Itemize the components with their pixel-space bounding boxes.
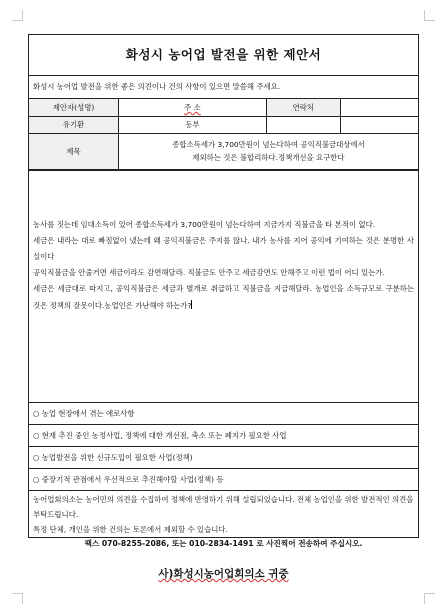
proposer-label: 제안자(성명)	[29, 99, 118, 116]
proposal-body[interactable]	[29, 170, 418, 403]
form-intro: 화성시 농어업 발전을 위한 좋은 의견이나 건의 사항이 있으면 말씀해 주세요.	[29, 76, 418, 99]
subject-line-1: 종합소득세가 3,700만원이 넘는다하여 공익직불금대상에서	[172, 140, 365, 149]
section-new-programs: ○ 농업발전을 위한 신규도입이 필요한 사업(정책)	[29, 447, 418, 469]
subject-value[interactable]	[118, 133, 418, 169]
crop-mark-top-left	[12, 10, 23, 21]
contact-value[interactable]	[340, 99, 418, 116]
recipient-footer: 사)화성시농어업회의소 귀중	[158, 568, 289, 580]
proposal-form	[28, 34, 419, 538]
form-title: 화성시 농어업 발전을 위한 제안서	[29, 35, 418, 76]
section-priority-programs: ○ 중장기적 관점에서 우선적으로 추진해야할 사업(정책) 등	[29, 469, 418, 491]
org-value[interactable]: 동부	[118, 116, 266, 133]
crop-mark-bottom-left	[12, 593, 23, 604]
body-paragraph-4: 세금은 세금대로 따지고, 공익직불금은 세금과 별개로 취급하고 직불금을 지급해달라. 농업인을 소득규모로 구분하는 것은 정책의 잘못이다.농업인은 가난해야 하는가?	[33, 284, 414, 310]
section-policy-improvements: ○ 현재 추진 중인 농정사업, 정책에 대한 개선점, 축소 또는 폐지가 필요한 사업	[29, 425, 418, 447]
crop-mark-bottom-right	[424, 593, 435, 604]
text-cursor	[191, 300, 192, 309]
crop-mark-top-right	[424, 10, 435, 21]
body-paragraph-1: 농사를 짓는데 임대소득이 있어 종합소득세가 3,700만원이 넘는다하여 지금가지 직불금을 타 본적이 없다.	[33, 219, 376, 229]
note-line-1: 농어업회의소는 농어민의 의견을 수집하여 정책에 반영하기 위해 설립되었습니다. 전체 농업인을 위한 발전적인 의견을 부탁드립니다.	[33, 494, 414, 519]
notes-block	[29, 491, 418, 537]
section-field-hardships: ○ 농업 현장에서 겪는 애로사항	[29, 403, 418, 425]
fax-contact-line: 팩스 070-8255-2086, 또는 010-2834-1491 로 사진찍어 전송하여 주십시오.	[84, 539, 363, 548]
subject-line-2: 제외하는 것은 불합리하다.정책개선을 요구한다	[192, 153, 345, 162]
contact-label: 연락처	[266, 99, 340, 116]
info-table	[29, 99, 418, 170]
subject-label: 제목	[29, 133, 118, 169]
proposer-value[interactable]: 주 소	[118, 99, 266, 116]
body-paragraph-2: 세금은 내라는 대로 빠짐없이 냈는데 왜 공익직불금은 주지를 않나. 내가 농사를 지어 공익에 기여하는 것은 분명한 사실이다	[33, 235, 414, 261]
body-paragraph-3: 공익직불금을 안줄거면 세금이라도 감면해달라. 직불금도 안주고 세금감면도 안해주고 이런 법이 어디 있는가.	[33, 268, 385, 278]
note-line-2: 특정 단체, 개인을 위한 건의는 토론에서 제외할 수 있습니다.	[33, 524, 228, 534]
org-label: 유기환	[29, 116, 118, 133]
